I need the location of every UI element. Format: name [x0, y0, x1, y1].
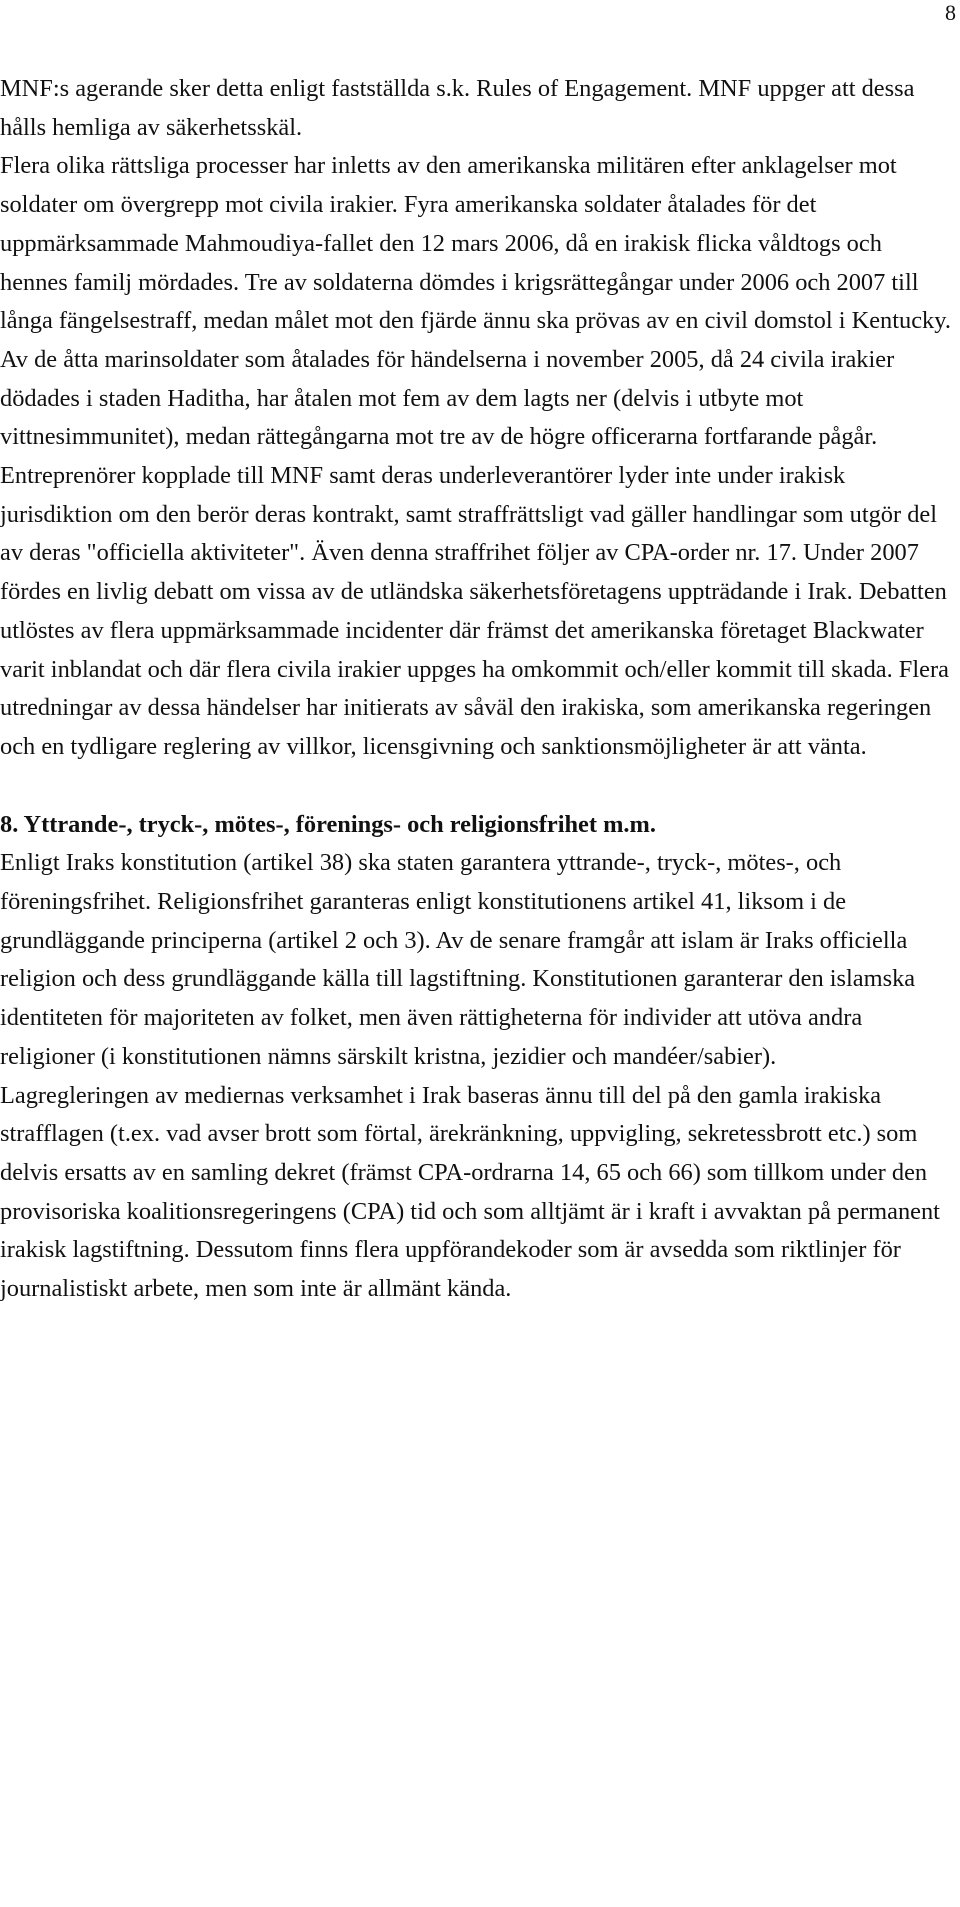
- page-number: 8: [945, 0, 956, 25]
- document-body: [0, 70, 955, 1309]
- paragraph-media-regulation: Lagregleringen av mediernas verksamhet i Irak baseras ännu till del på den gamla irakiska strafflagen (t.ex. vad avser brott som förtal, ärekränkning, uppvigling, sekretessbrott etc.) som delvis ersatts av en samling dekret (främst CPA-ordrarna 14, 65 och 66) som tillkom under den provisoriska koalitionsregeringens (CPA) tid och som alltjämt är i kraft i avvaktan på permanent irakisk lagstiftning. Dessutom finns flera uppförandekoder som är avsedda som riktlinjer för journalistiskt arbete, men som inte är allmänt kända.: [0, 1081, 940, 1303]
- paragraph-contractors: Entreprenörer kopplade till MNF samt deras underleverantörer lyder inte under irakisk jurisdiktion om den berör deras kontrakt, samt straffrättsligt vad gäller handlingar som utgör del av deras "officiella aktiviteter". Även denna straffrihet följer av CPA-order nr. 17. Under 2007 fördes en livlig debatt om vissa av de utländska säkerhetsföretagens uppträdande i Irak. Debatten utlöstes av flera uppmärksammade incidenter där främst det amerikanska företaget Blackwater varit inblandat och där flera civila irakier uppges ha omkommit och/eller kommit till skada. Flera utredningar av dessa händelser har initierats av såväl den irakiska, som amerikanska regeringen och en tydligare reglering av villkor, licensgivning och sanktionsmöjligheter är att vänta.: [0, 462, 949, 760]
- section-heading: 8. Yttrande-, tryck-, mötes-, förenings- och religionsfrihet m.m.: [0, 810, 656, 838]
- paragraph-legal-processes: Flera olika rättsliga processer har inletts av den amerikanska militären efter anklagelser mot soldater om övergrepp mot civila irakier. Fyra amerikanska soldater åtalades för det uppmärksammade Mahmoudiya-fallet den 12 mars 2006, då en irakisk flicka våldtogs och hennes familj mördades. Tre av soldaterna dömdes i krigsrättegångar under 2006 och 2007 till långa fängelsestraff, medan målet mot den fjärde ännu ska prövas av en civil domstol i Kentucky.: [0, 152, 951, 335]
- paragraph-constitution: Enligt Iraks konstitution (artikel 38) ska staten garantera yttrande-, tryck-, mötes-, och föreningsfrihet. Religionsfrihet garanteras enligt konstitutionens artikel 41, liksom i de grundläggande principerna (artikel 2 och 3). Av de senare framgår att islam är Iraks officiella religion och dess grundläggande källa till lagstiftning. Konstitutionen garanterar den islamska identiteten för majoriteten av folket, men även rättigheterna för individer att utöva andra religioner (i konstitutionen nämns särskilt kristna, jezidier och mandéer/sabier).: [0, 849, 916, 1070]
- paragraph-haditha: Av de åtta marinsoldater som åtalades för händelserna i november 2005, då 24 civila irakier dödades i staden Haditha, har åtalen mot fem av dem lagts ner (delvis i utbyte mot vittnesimmunitet), medan rättegångarna mot tre av de högre officerarna fortfarande pågår.: [0, 345, 895, 451]
- paragraph-rules-of-engagement: MNF:s agerande sker detta enligt fastställda s.k. Rules of Engagement. MNF uppger att dessa hålls hemliga av säkerhetsskäl.: [0, 75, 915, 141]
